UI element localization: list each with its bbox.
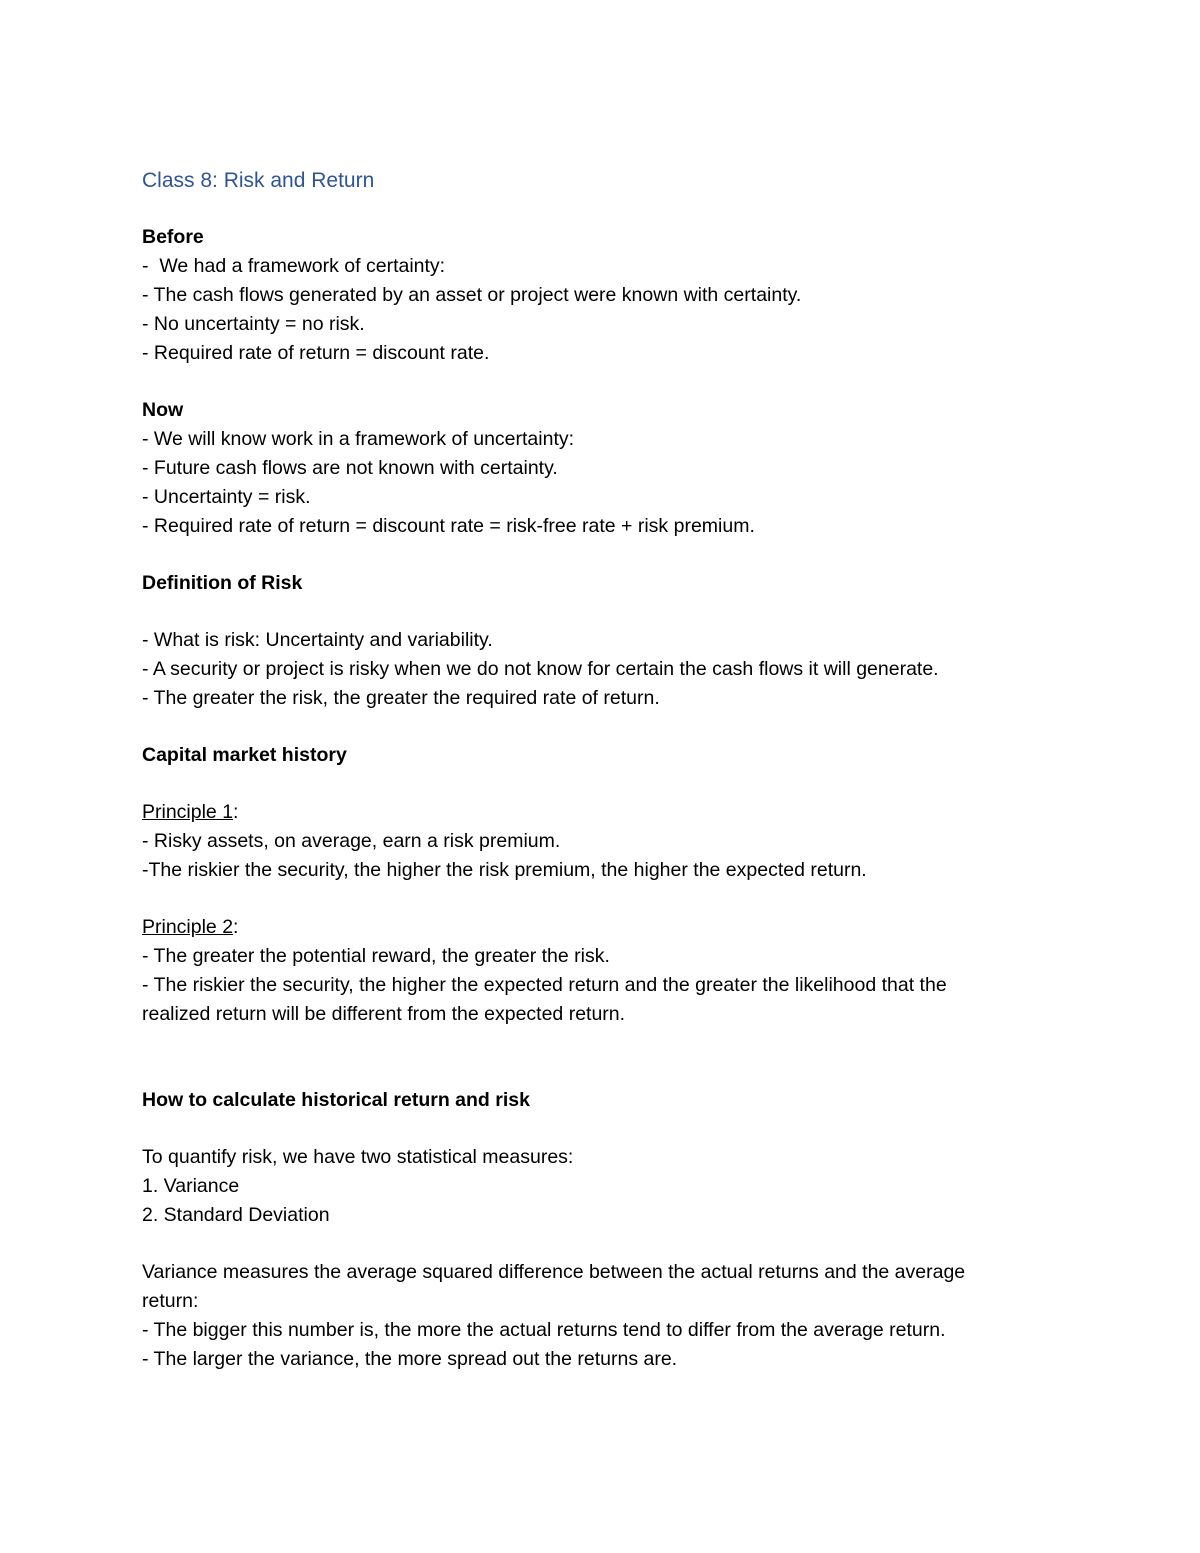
spacer (142, 368, 1102, 396)
principle-1-label: Principle 1 (142, 801, 234, 823)
howto-list-item: 2. Standard Deviation (142, 1204, 330, 1226)
definition-line: - What is risk: Uncertainty and variability. (142, 629, 493, 651)
definition-line: - A security or project is risky when we do not know for certain the cash flows it will generate. (142, 658, 939, 680)
howto-intro: To quantify risk, we have two statistical measures: (142, 1146, 574, 1168)
spacer (142, 713, 1102, 741)
spacer (142, 1029, 1102, 1086)
spacer (142, 541, 1102, 569)
document-body (142, 166, 1102, 1374)
variance-line: Variance measures the average squared difference between the actual returns and the average (142, 1261, 966, 1283)
now-line: - Future cash flows are not known with certainty. (142, 457, 558, 479)
principle-2-line: realized return will be different from the expected return. (142, 1003, 626, 1025)
variance-line: return: (142, 1290, 199, 1312)
section-heading-now: Now (142, 399, 184, 421)
now-line: - We will know work in a framework of uncertainty: (142, 428, 575, 450)
howto-list-item: 1. Variance (142, 1175, 240, 1197)
section-heading-howto: How to calculate historical return and risk (142, 1089, 530, 1111)
principle-1-line: -The riskier the security, the higher the risk premium, the higher the expected return. (142, 859, 867, 881)
principle-1-heading (142, 798, 1102, 827)
principle-2-heading (142, 913, 1102, 942)
principle-1-line: - Risky assets, on average, earn a risk premium. (142, 830, 561, 852)
spacer (142, 598, 1102, 626)
definition-line: - The greater the risk, the greater the required rate of return. (142, 687, 660, 709)
spacer (142, 1230, 1102, 1258)
principle-2-colon: : (233, 916, 239, 938)
spacer (142, 770, 1102, 798)
principle-2-line: - The greater the potential reward, the greater the risk. (142, 945, 610, 967)
variance-line: - The bigger this number is, the more the actual returns tend to differ from the average return. (142, 1319, 946, 1341)
section-heading-before: Before (142, 226, 204, 248)
before-line: - Required rate of return = discount rate. (142, 342, 490, 364)
document-title: Class 8: Risk and Return (142, 169, 375, 192)
principle-2-label: Principle 2 (142, 916, 234, 938)
spacer (142, 885, 1102, 913)
before-line: - No uncertainty = no risk. (142, 313, 365, 335)
section-heading-capital: Capital market history (142, 744, 347, 766)
spacer (142, 1115, 1102, 1143)
principle-1-colon: : (233, 801, 239, 823)
section-heading-definition: Definition of Risk (142, 572, 303, 594)
now-line: - Uncertainty = risk. (142, 486, 311, 508)
variance-line: - The larger the variance, the more spread out the returns are. (142, 1348, 678, 1370)
before-line: - The cash flows generated by an asset or project were known with certainty. (142, 284, 802, 306)
principle-2-line: - The riskier the security, the higher the expected return and the greater the likelihood that the (142, 974, 947, 996)
now-line: - Required rate of return = discount rate = risk-free rate + risk premium. (142, 515, 755, 537)
before-line: - We had a framework of certainty: (142, 255, 446, 277)
